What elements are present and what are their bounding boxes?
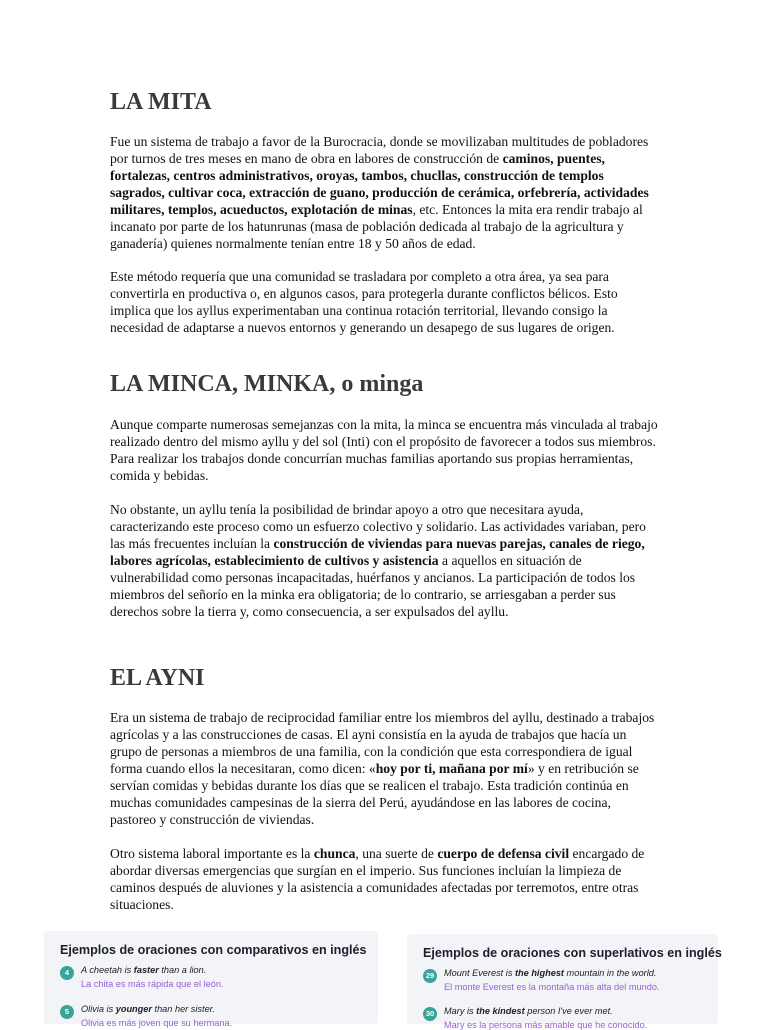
section-heading-mita: LA MITA bbox=[110, 89, 212, 115]
bold-run: faster bbox=[133, 965, 159, 975]
section-heading-ayni: EL AYNI bbox=[110, 665, 205, 691]
example-spanish: La chita es más rápida que el león. bbox=[81, 979, 224, 989]
example-english: A cheetah is faster than a lion. bbox=[81, 965, 207, 975]
example-number-badge: 5 bbox=[60, 1005, 74, 1019]
section-heading-minca: LA MINCA, MINKA, o minga bbox=[110, 371, 424, 397]
example-english: Olivia is younger than her sister. bbox=[81, 1004, 215, 1014]
bold-run: the kindest bbox=[476, 1006, 525, 1016]
example-number-badge: 4 bbox=[60, 966, 74, 980]
mita-paragraph-1: Fue un sistema de trabajo a favor de la Burocracia, donde se movilizaban multitudes de pobladores por turnos de tres meses en mano de obra en labores de construcción de caminos, puentes, fortalezas, centros administrativos, oroyas, tambos, chucllas, construcción de templos sagrados, cultivar coca, extracción de guano, producción de cerámica, orfebrería, actividades militares, templos, acueductos, explotación de minas, etc. Entonces la mita era rendir trabajo al incanato por parte de los hatunrunas (masa de población dedicada al trabajo de la agricultura y ganadería) quienes normalmente tenían entre 18 y 50 años de edad. bbox=[110, 134, 649, 251]
example-number-badge: 29 bbox=[423, 969, 437, 983]
bold-run: chunca bbox=[313, 846, 356, 861]
comparatives-card-title: Ejemplos de oraciones con comparativos en inglés bbox=[60, 943, 367, 957]
bold-run: hoy por ti, mañana por mí bbox=[375, 761, 528, 776]
example-english: Mount Everest is the highest mountain in the world. bbox=[444, 968, 657, 978]
minca-paragraph-2: No obstante, un ayllu tenía la posibilidad de brindar apoyo a otro que necesitara ayuda, caracterizando este proceso como un esfuerzo colectivo y solidario. Las actividades variaban, pero las más frecuentes incluían la construcción de viviendas para nuevas parejas, canales de riego, labores agrícolas, establecimiento de cultivos y asistencia a aquellos en situación de vulnerabilidad como personas incapacitadas, huérfanos y ancianos. La participación de todos los miembros del señorío en la minka era obligatoria; de lo contrario, se arriesgaban a perder sus derechos sobre la tierra y, como consecuencia, a ser expulsados del ayllu. bbox=[110, 502, 646, 619]
ayni-paragraph-2: Otro sistema laboral importante es la chunca, una suerte de cuerpo de defensa civil encargado de abordar diversas emergencias que surgían en el imperio. Sus funciones incluían la limpieza de caminos después de aluviones y la asistencia a comunidades afectadas por terremotos, entre otras situaciones. bbox=[110, 846, 645, 912]
example-english: Mary is the kindest person I've ever met. bbox=[444, 1006, 613, 1016]
comparatives-card bbox=[44, 931, 378, 1028]
bold-run: cuerpo de defensa civil bbox=[437, 846, 570, 861]
mita-paragraph-2: Este método requería que una comunidad se trasladara por completo a otra área, ya sea para convertirla en productiva o, en algunos casos, para protegerla durante conflictos bélicos. Esto implica que los ayllus experimentaban una continua rotación territorial, llevando consigo la necesidad de adaptarse a nuevos entornos y generando un desapego de sus lugares de origen. bbox=[110, 269, 618, 335]
example-number-badge: 30 bbox=[423, 1007, 437, 1021]
bold-run: the highest bbox=[514, 968, 564, 978]
superlatives-card bbox=[407, 934, 722, 1030]
superlatives-card-title: Ejemplos de oraciones con superlativos en inglés bbox=[423, 946, 722, 960]
bold-run: younger bbox=[115, 1004, 152, 1014]
example-spanish: Olivia es más joven que su hermana. bbox=[81, 1018, 233, 1028]
bold-run: caminos, puentes, fortalezas, centros administrativos, oroyas, tambos, chucllas, construcción de templos sagrados, cultivar coca, extracción de guano, producción de cerámica, orfebrería, actividades militares, templos, acueductos, explotación de minas bbox=[110, 151, 649, 217]
ayni-paragraph-1: Era un sistema de trabajo de reciprocidad familiar entre los miembros del ayllu, destinado a trabajos agrícolas y a las construcciones de casas. El ayni consistía en la ayuda de trabajos que hacía un grupo de personas a miembros de una familia, con la condición que esta correspondiera de igual forma cuando ellos la necesitaran, como dicen: «hoy por ti, mañana por mí» y en retribución se servían comidas y bebidas durante los días que se realicen el trabajo. Esta tradición continúa en muchas comunidades campesinas de la sierra del Perú, ayudándose en las labores de cocina, pastoreo y construcción de viviendas. bbox=[110, 710, 655, 827]
example-spanish: El monte Everest es la montaña más alta del mundo. bbox=[444, 982, 660, 992]
example-spanish: Mary es la persona más amable que he conocido. bbox=[444, 1020, 648, 1030]
minca-paragraph-1: Aunque comparte numerosas semejanzas con la mita, la minca se encuentra más vinculada al trabajo realizado dentro del mismo ayllu y del sol (Inti) con el propósito de favorecer a todos sus miembros. Para realizar los trabajos donde concurrían muchas familias aportando sus propias herramientas, comida y bebidas. bbox=[110, 417, 658, 483]
bold-run: construcción de viviendas para nuevas parejas, canales de riego, labores agrícolas, establecimiento de cultivos y asistencia bbox=[110, 536, 645, 568]
